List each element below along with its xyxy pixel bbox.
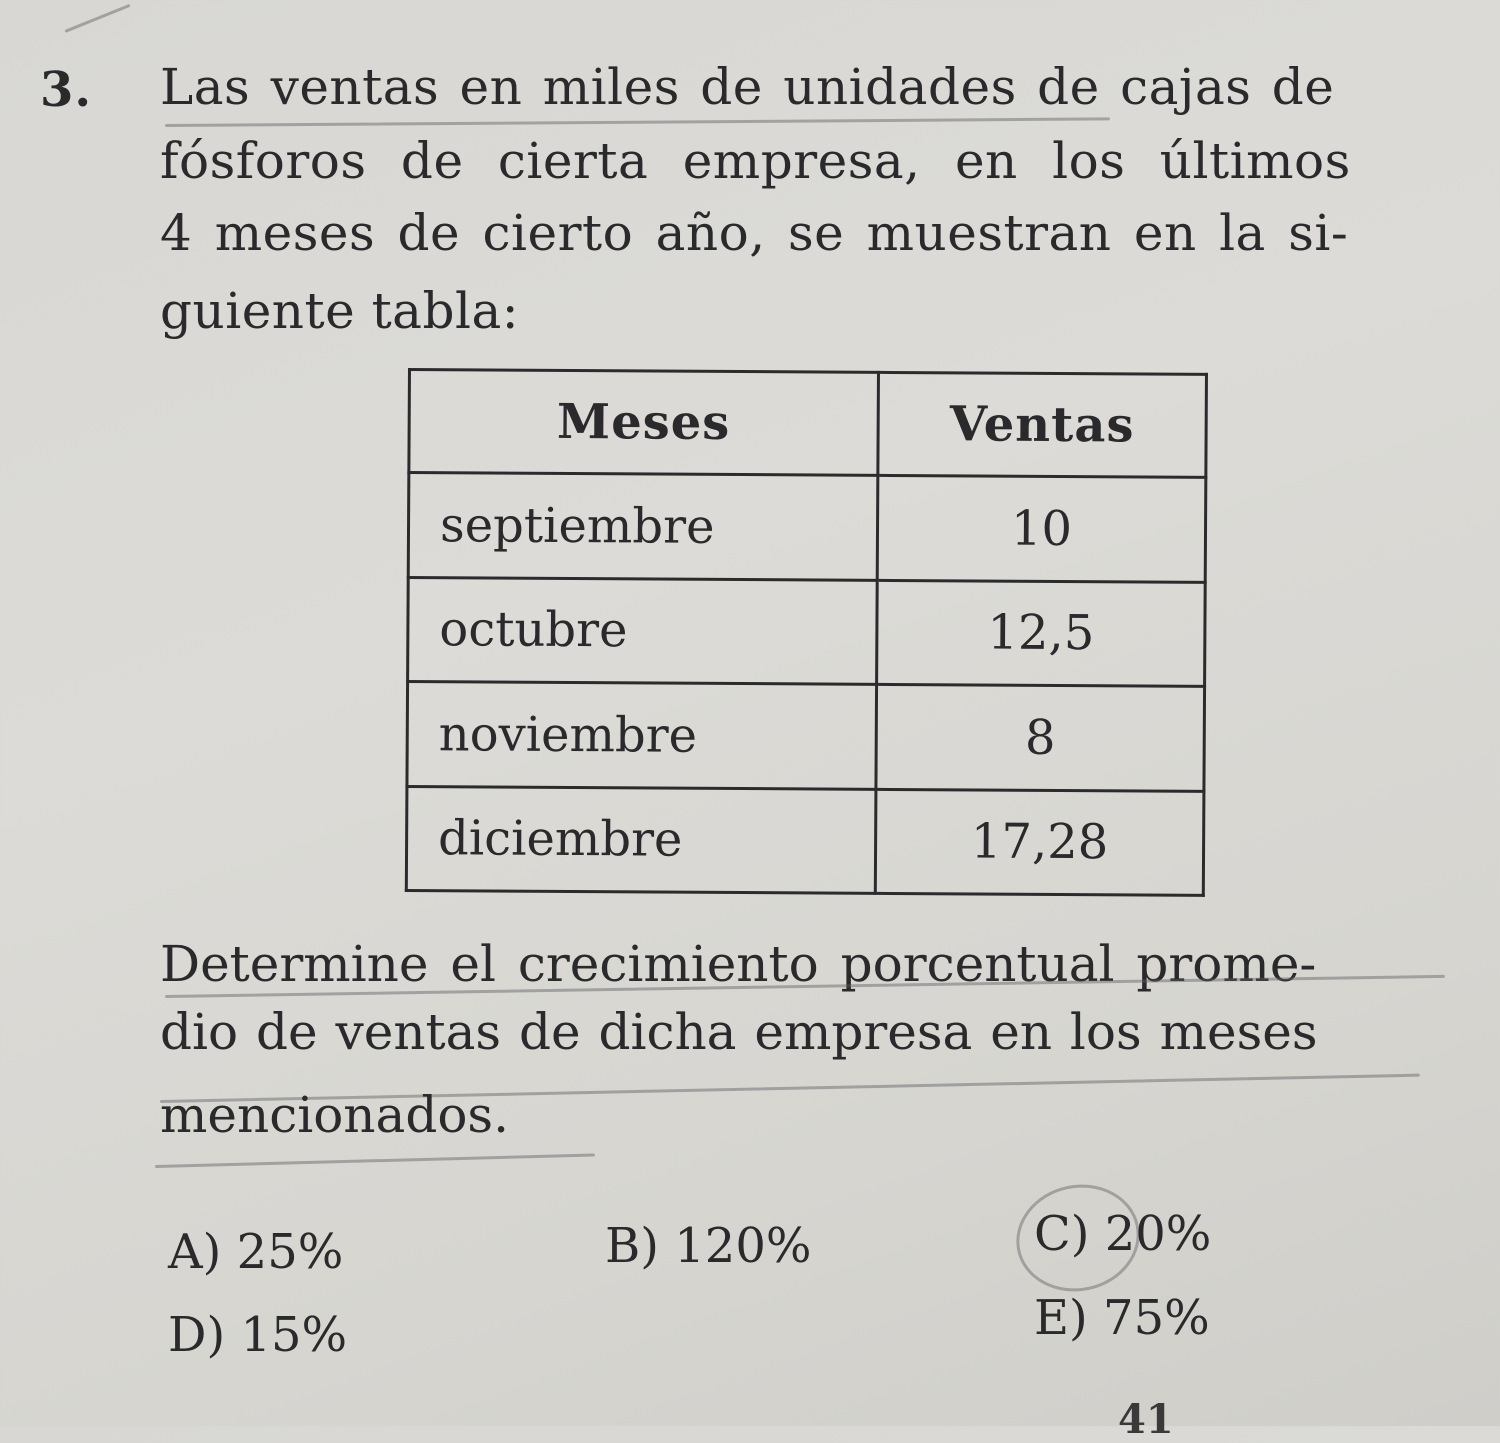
question-number: 3. <box>40 62 93 118</box>
option-e: E) 75% <box>1034 1290 1210 1346</box>
prompt-text-line: mencionados. <box>160 1086 509 1144</box>
question-text-line: Las ventas en miles de unidades de cajas de <box>160 58 1335 116</box>
sales-cell: 8 <box>876 684 1205 791</box>
page-number: 41 <box>1118 1396 1174 1443</box>
prompt-text-line: Determine el crecimiento porcentual prome- <box>160 935 1317 993</box>
sales-cell: 17,28 <box>875 789 1204 896</box>
month-cell: noviembre <box>407 682 877 789</box>
table-row <box>406 786 1204 895</box>
option-d: D) 15% <box>168 1307 348 1363</box>
month-cell: octubre <box>408 577 878 684</box>
sales-cell: 10 <box>877 475 1206 582</box>
pen-underline <box>165 117 1110 127</box>
option-b: B) 120% <box>605 1218 812 1274</box>
table-row <box>408 577 1206 686</box>
sales-cell: 12,5 <box>877 580 1206 687</box>
table-header-row <box>409 370 1207 478</box>
pen-mark <box>64 4 130 33</box>
prompt-text-line: dio de ventas de dicha empresa en los meses <box>160 1003 1318 1061</box>
option-c: C) 20% <box>1034 1206 1212 1262</box>
column-header-sales: Ventas <box>878 372 1207 477</box>
pen-underline <box>155 1153 595 1168</box>
question-text-line: fósforos de cierta empresa, en los últimos <box>160 132 1351 190</box>
question-text-line: 4 meses de cierto año, se muestran en la si- <box>160 204 1349 262</box>
table-row <box>407 682 1205 791</box>
sales-table <box>405 368 1208 897</box>
month-cell: diciembre <box>406 786 876 893</box>
table-row <box>408 473 1206 582</box>
question-text-line: guiente tabla: <box>160 282 520 340</box>
column-header-months: Meses <box>409 370 879 476</box>
option-a: A) 25% <box>168 1224 344 1280</box>
month-cell: septiembre <box>408 473 878 580</box>
